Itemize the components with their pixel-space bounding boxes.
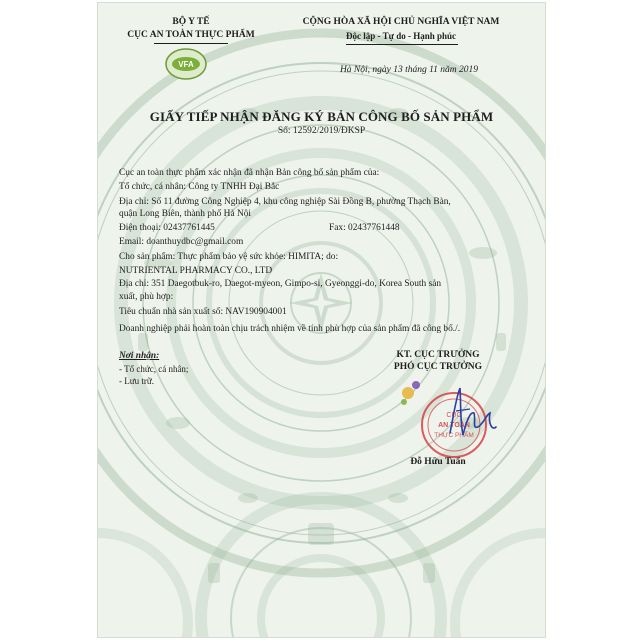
- agency-underline: [154, 43, 228, 44]
- ministry-name: BỘ Y TẾ: [172, 17, 210, 27]
- drum-pattern-watermark: [98, 3, 545, 637]
- country-name: CỘNG HÒA XÃ HỘI CHỦ NGHĨA VIỆT NAM: [302, 17, 500, 27]
- email: Email: doanthuydbc@gmail.com: [119, 237, 244, 247]
- manufacturer-standard: Tiêu chuẩn nhà sản xuất số: NAV190904001: [119, 307, 287, 317]
- national-motto: Độc lập - Tự do - Hạnh phúc: [345, 31, 456, 41]
- signer-name: Đỗ Hữu Tuấn: [410, 457, 466, 467]
- responsibility-statement: Doanh nghiệp phải hoàn toàn chịu trách nhiệm về tính phù hợp của sản phẩm đã công bố./.: [119, 324, 461, 334]
- vfa-logo-text: VFA: [178, 60, 194, 69]
- stamp-text-line-3: THỰC PHẨM: [434, 432, 474, 439]
- signer-title: PHÓ CỤC TRƯỞNG: [393, 362, 483, 372]
- emblem-icon: [402, 387, 414, 399]
- agency-name: CỤC AN TOÀN THỰC PHẨM: [127, 30, 255, 40]
- vfa-logo: [164, 47, 208, 81]
- document-number: Số: 12592/2019/ĐKSP: [277, 126, 366, 136]
- product: Cho sản phẩm: Thực phẩm bảo vệ sức khỏe: HIMITA; do:: [119, 252, 339, 262]
- manufacturer-address-line-1: Địa chỉ: 351 Daegotbuk-ro, Daegot-myeon, Gimpo-si, Gyeonggi-do, Korea South sản: [119, 279, 442, 289]
- recipients-heading: Nơi nhận:: [119, 351, 160, 361]
- motto-underline: [346, 44, 458, 45]
- fax: Fax: 02437761448: [329, 223, 400, 233]
- intro-text: Cục an toàn thực phẩm xác nhận đã nhận Bản công bố sản phẩm của:: [119, 168, 380, 178]
- document-page: [97, 2, 546, 638]
- stamp-text-line-1: CỤC: [446, 412, 462, 419]
- recipient-item: - Lưu trữ.: [119, 376, 154, 386]
- phone: Điện thoại: 02437761445: [119, 223, 215, 233]
- manufacturer: NUTRIENTAL PHARMACY CO., LTD: [119, 266, 273, 276]
- recipient-item: - Tổ chức, cá nhân;: [119, 364, 189, 374]
- address-line-2: quận Long Biên, thành phố Hà Nội: [119, 209, 252, 219]
- issue-date: Hà Nội, ngày 13 tháng 11 năm 2019: [339, 65, 479, 75]
- handwritten-signature: [430, 383, 510, 443]
- document-title: GIẤY TIẾP NHẬN ĐĂNG KÝ BẢN CÔNG BỐ SẢN PHẨM: [149, 109, 494, 124]
- organization: Tổ chức, cá nhân: Công ty TNHH Đại Bắc: [119, 182, 280, 192]
- stamp-text-line-2: AN TOÀN: [438, 422, 470, 429]
- signer-role: KT. CỤC TRƯỞNG: [396, 350, 480, 360]
- address-line-1: Địa chỉ: Số 11 đường Công Nghiệp 4, khu công nghiệp Sài Đồng B, phường Thạch Bàn,: [119, 197, 451, 207]
- manufacturer-address-line-2: xuất, phù hợp:: [119, 292, 174, 302]
